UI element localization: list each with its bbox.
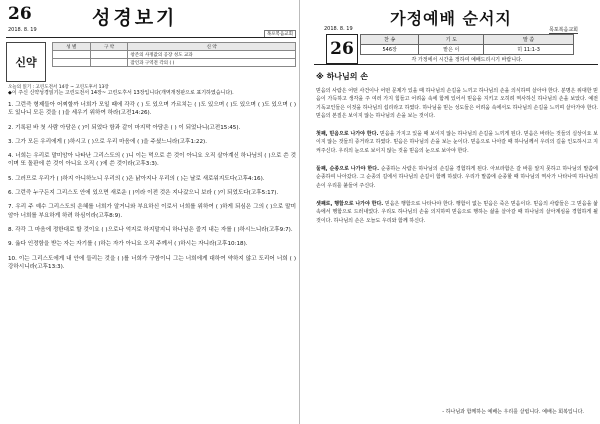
sermon-paragraph [316,200,598,225]
question-item: 9. 옳다 인정함을 받는 자는 자기를 ( )하는 자가 아니요 오직 주께서 ( )하시는 자니라(고후10:18). [8,241,248,248]
table-cell [53,59,91,67]
reading-subtitle: 오늘의 읽기 : 고린도전서 14장 ~ 고린도후서 13장 [8,85,109,90]
left-header [6,2,296,36]
col-header: 성 별 [53,43,91,51]
question-item: 2. 기록된 바 첫 사람 아담은 ( )이 되었다 함과 같이 마지막 아담은 ( ) 이 되었나니(고전15:45). [8,124,241,131]
question-item: 5. 그러므로 우리가 ( )하지 아니하노니 우리의 ( )은 낡아지나 우리의 ( )는 날로 새로워지도다(고후4:16). [8,175,265,182]
col-header: 말 씀 [484,35,574,45]
verse-table [52,42,296,67]
testament-label: 신약 [6,42,46,82]
table-cell: 창존의 사정값의 공장 성도 교과 [128,51,296,59]
paragraph-lead: 셋째로, 행함으로 나가야 한다. [316,200,384,207]
question-item: 1. 그런즉 형제들아 어찌할까 너희가 모일 때에 각각 ( ) 도 있으며 가르치는 ( )도 있으며 ( )도 있으며 ( )도 있으며 ( )도 있나니 모든 것을 ( )을 세우기 위하여 하라(고전14:26). [8,102,296,117]
prayer-cell: 맡은 이 [419,45,484,55]
table-cell [53,51,91,59]
sermon-body [316,87,598,235]
worship-church: 목포복음교회 [549,27,578,33]
worship-notice: 각 가정에서 시간을 정하여 예배드리시기 바랍니다. [411,57,523,63]
header-divider [314,64,598,65]
issue-date: 2018. 8. 19 [8,27,37,33]
question-item: 4. 너희는 우리로 말미암아 나타난 그리스도의 ( )니 이는 먹으로 쓴 것이 아니요 오직 살아계신 하나님의 ( )으로 쓴 것이며 또 돌판에 쓴 것이 아니요 오직 ( )에 쓴 것이라(고후3:3). [8,153,296,168]
col-header: 찬 송 [361,35,419,45]
question-item: 8. 각각 그 마음에 정한대로 할 것이요 ( )으로나 억지로 하지말지니 하나님은 즐겨 내는 자를 ( )하시느니라(고후9:7). [8,226,293,233]
paragraph-text: 믿음은 행함으로 나타나야 한다. 행함이 없는 믿음은 죽은 믿음이다. 믿음의 사람들은 그 믿음을 삶 속에서 행함으로 드러내었다. 우리도 하나님의 손을 의지하며 믿음으로 행하는 삶을 살아갈 때 하나님의 살아계심을 경험하게 될 것이다. 하나님의 손은 오늘도 우리와 함께 하신다. [316,200,599,224]
col-header: 신 약 [128,43,296,51]
church-name: 목포복음교회 [264,30,296,38]
question-item: 6. 그런즉 누구든지 그리스도 안에 있으면 새로운 ( )이라 이전 것은 지나갔으니 보라 ( )이 되었도다(고후5:17). [8,190,279,197]
question-item: 3. 그가 모든 우리에게 ( )하시고 ( )으로 우리 마음에 ( )을 주셨느니라(고후1:22). [8,138,207,145]
scripture-cell: 히 11:1-3 [484,45,574,55]
worship-date: 2018. 8. 19 [324,26,353,32]
verse-box [6,42,296,82]
sermon-footer: - 하나님과 함께하는 예배는 우리를 살립니다. 예배는 회복입니다. [442,409,584,415]
question-item: 7. 우리 주 예수 그리스도의 은혜를 너희가 알거니와 부요하신 이로서 너희를 위하여 ( )하게 되심은 그의 ( )으로 말미암아 너희를 부요하게 하려 하심이라(고후8:9). [8,204,296,219]
reading-intro: ◆이 주신 신약성경읽기는 고린도전서 14장~ 고린도후서 13장입니다(개역개정판으로 표기하였습니다). [8,90,234,96]
issue-number: 26 [8,4,32,24]
col-header: 기 도 [419,35,484,45]
paragraph-lead: 둘째, 순종으로 나가야 한다. [316,166,379,173]
sermon-paragraph [316,87,598,120]
paragraph-text: 순종하는 사람은 하나님의 손길을 경험하게 된다. 아브라함은 갈 바를 알지 못하고 하나님의 말씀에 순종하여 나아갔다. 그 순종의 길에서 하나님의 손길이 함께 하셨다. 우리가 말씀에 순종할 때 하나님의 역사가 나타나며 하나님의 손이 우리를 붙들어 주신다. [316,166,599,189]
worship-number: 26 [326,34,358,64]
page-title: 성경보기 [92,7,178,29]
table-cell: 잠언과 구역전 각의 ( ) [128,59,296,67]
paragraph-lead: 첫째, 믿음으로 나가야 한다. [316,131,379,138]
sermon-title: ※ 하나님의 손 [316,72,368,81]
col-header: 구 약 [90,43,128,51]
table-cell [90,51,128,59]
paragraph-text: 믿음을 가지고 있을 때 보이지 않는 하나님의 손길을 느끼게 된다. 믿음은 바라는 것들의 실상이요 보이지 않는 것들의 증거라고 하였다. 믿음은 하나님의 손을 보는 눈이다. 믿음으로 나아갈 때 하나님께서 우리의 길을 인도하시고 지켜주신다. 우리의 눈으로 보이지 않는 것을 믿음의 눈으로 보아야 한다. [316,131,598,154]
hymn-cell: 546장 [361,45,419,55]
paragraph-text: 믿음의 사람은 어떤 사건이나 어떤 문제가 있을 때 하나님의 손길을 느끼고 하나님의 손을 의식하며 살아야 한다. 분명은 위대한 믿음이 가득하고 생각을 주 여러 가지 힘들고 어려움 속에 함께 있어서 믿음을 지키고 오히려 역사하신 하나님의 손을 보았다. 예전 기독교인들은 이것을 하나님의 섭리라고 하였다. 하나님을 믿는 성도들은 어려움 속에서도 하나님의 손길을 느끼며 살아가야 한다. 믿음의 본질은 보이지 않는 하나님의 손을 보는 것이다. [316,88,598,119]
table-cell [90,59,128,67]
family-worship-page [302,0,600,424]
sermon-paragraph [316,165,598,190]
sermon-paragraph [316,130,598,155]
question-item: 10. 이는 그리스도에게 내 안에 들리는 것을 ( )를 너희가 구함이니 그는 너희에게 대하여 약하지 않고 도리어 너희 ( ) 강하시니라(고후13:3). [8,255,296,270]
worship-order-table [360,34,574,55]
worship-title: 가정예배 순서지 [390,9,512,28]
question-list [8,101,296,277]
header-divider [6,37,296,38]
